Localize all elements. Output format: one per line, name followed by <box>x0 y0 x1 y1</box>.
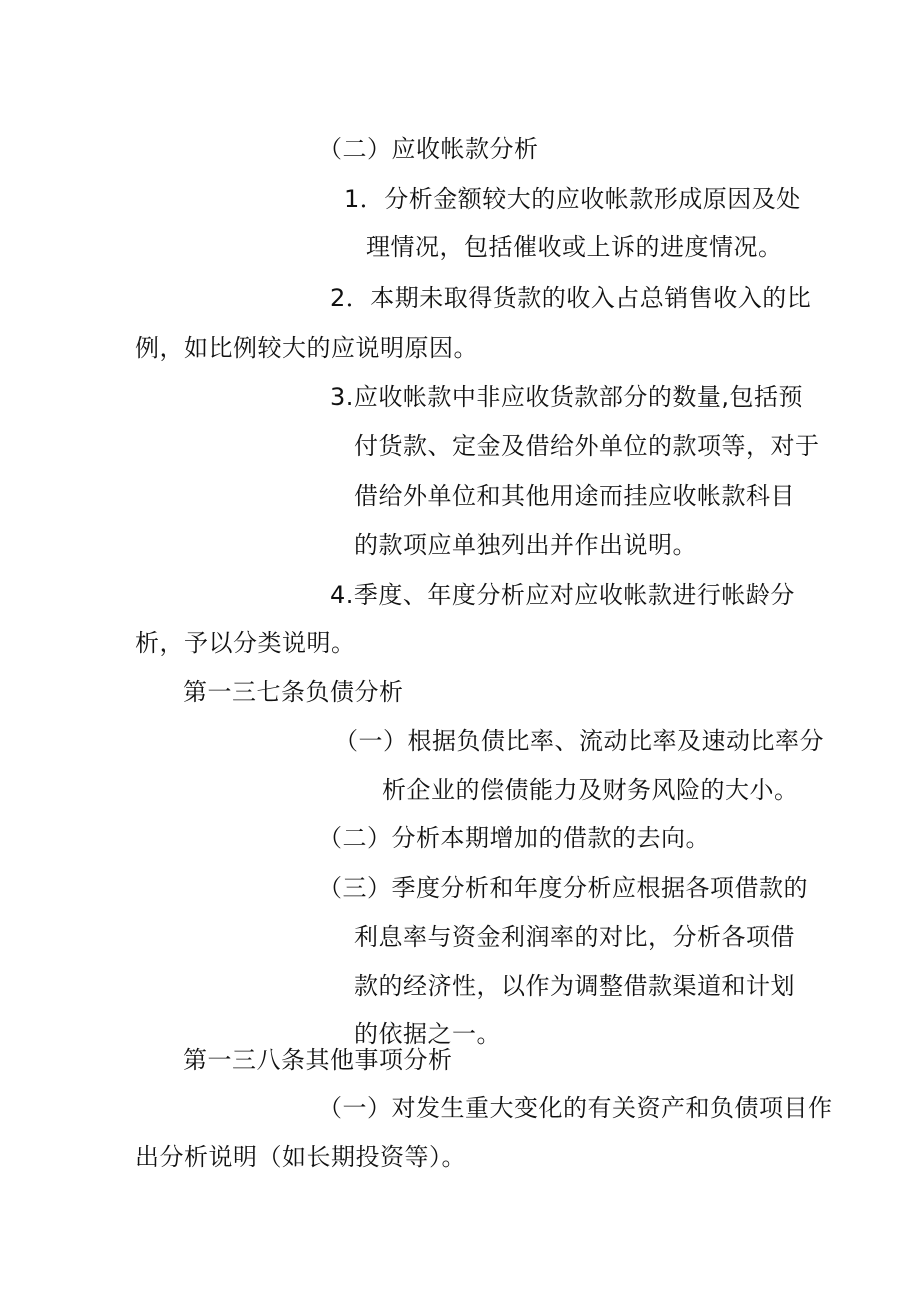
paragraph-line: （一）根据负债比率、流动比率及速动比率分 <box>334 727 824 755</box>
paragraph-line: 析企业的偿债能力及财务风险的大小。 <box>382 776 799 804</box>
paragraph-line: 析，予以分类说明。 <box>135 629 356 657</box>
paragraph-line: 3.应收帐款中非应收货款部分的数量,包括预 <box>330 383 804 411</box>
paragraph-line: 出分析说明（如长期投资等）。 <box>135 1143 466 1171</box>
paragraph-line: （三）季度分析和年度分析应根据各项借款的 <box>318 874 808 902</box>
paragraph-line: 4.季度、年度分析应对应收帐款进行帐龄分 <box>330 581 795 609</box>
paragraph-line: （一）对发生重大变化的有关资产和负债项目作 <box>318 1094 833 1122</box>
paragraph-line: （二）分析本期增加的借款的去向。 <box>318 824 710 852</box>
paragraph-line: 的依据之一。 <box>354 1020 501 1048</box>
paragraph-line: 2．本期未取得货款的收入占总销售收入的比 <box>330 284 812 312</box>
article-heading-137: 第一三七条负债分析 <box>183 678 404 706</box>
paragraph-line: 的款项应单独列出并作出说明。 <box>354 531 697 559</box>
paragraph-line: 例，如比例较大的应说明原因。 <box>135 334 478 362</box>
paragraph-line: 利息率与资金利润率的对比，分析各项借 <box>354 923 795 951</box>
article-heading-138: 第一三八条其他事项分析 <box>183 1046 453 1074</box>
paragraph-line: 款的经济性，以作为调整借款渠道和计划 <box>354 972 795 1000</box>
paragraph-line: 理情况，包括催收或上诉的进度情况。 <box>366 233 783 261</box>
paragraph-line: 借给外单位和其他用途而挂应收帐款科目 <box>354 482 795 510</box>
paragraph-line: 付货款、定金及借给外单位的款项等，对于 <box>354 432 820 460</box>
paragraph-line: 1．分析金额较大的应收帐款形成原因及处 <box>344 185 801 213</box>
section-heading-receivables: （二）应收帐款分析 <box>318 135 539 163</box>
